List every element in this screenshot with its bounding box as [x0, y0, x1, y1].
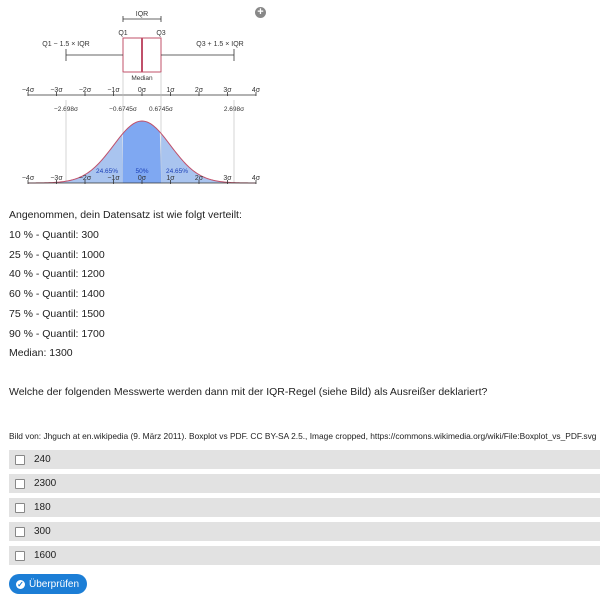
checkbox[interactable] [15, 479, 25, 489]
axis-tick-label: −1σ [107, 175, 120, 182]
axis-tick-label: 2σ [194, 87, 204, 94]
iqr-label: IQR [135, 11, 149, 18]
axis-tick-label: 2σ [194, 175, 204, 182]
checkbox[interactable] [15, 455, 25, 465]
quantile-line: 40 % - Quantil: 1200 [9, 268, 105, 280]
option-label: 2300 [34, 478, 57, 489]
option-label: 1600 [34, 550, 57, 561]
expand-icon[interactable]: + [255, 7, 266, 18]
axis-tick-label: −4σ [21, 175, 35, 182]
axis-tick-label: 4σ [251, 87, 261, 94]
axis-tick-label: −4σ [21, 87, 35, 94]
check-answer-button[interactable] [9, 574, 87, 594]
value-label: 0.6745σ [149, 106, 173, 113]
check-icon: ✓ [17, 579, 24, 589]
quantile-line: 10 % - Quantil: 300 [9, 229, 99, 241]
quantile-line: 90 % - Quantil: 1700 [9, 328, 105, 340]
answer-option[interactable] [9, 546, 600, 565]
percent-label: 50% [135, 168, 149, 175]
sigma-axis-top [22, 87, 261, 96]
upper-fence-label: Q3 + 1.5 × IQR [196, 41, 244, 48]
image-citation: Bild von: Jhguch at en.wikipedia (9. März 2011). Boxplot vs PDF. CC BY-SA 2.5., Image cropped, https://commons.wikimedia.org/wiki/File:Boxplot_vs_PDF.svg [9, 431, 597, 441]
check-button-label: Überprüfen [29, 578, 80, 590]
value-label: 2.698σ [223, 106, 245, 113]
axis-tick-label: 3σ [223, 175, 232, 182]
option-label: 180 [34, 502, 51, 513]
axis-tick-label: 0σ [137, 175, 147, 182]
quantile-line: 60 % - Quantil: 1400 [9, 288, 105, 300]
value-label: −2.698σ [53, 106, 79, 113]
checkbox[interactable] [15, 527, 25, 537]
median-line-text: Median: 1300 [9, 347, 73, 359]
option-label: 300 [34, 526, 51, 537]
answer-option[interactable] [9, 450, 600, 469]
answer-option[interactable] [9, 522, 600, 541]
pdf-right-area [161, 134, 256, 183]
quantile-line: 75 % - Quantil: 1500 [9, 308, 105, 320]
sigma-value-labels [54, 106, 244, 113]
q3-label: Q3 [156, 30, 166, 37]
normal-pdf [28, 121, 256, 183]
axis-tick-label: 1σ [166, 175, 175, 182]
axis-tick-label: 4σ [251, 175, 261, 182]
axis-tick-label: 3σ [223, 87, 232, 94]
question-intro: Angenommen, dein Datensatz ist wie folgt verteilt: [9, 209, 242, 221]
option-label: 240 [34, 454, 51, 465]
boxplot [42, 11, 243, 82]
percent-label: 24.65% [165, 168, 189, 175]
axis-tick-label: −2σ [78, 87, 92, 94]
axis-tick-label: 1σ [166, 87, 175, 94]
q1-label: Q1 [118, 30, 128, 37]
axis-tick-label: −3σ [50, 87, 63, 94]
value-label: −0.6745σ [109, 106, 137, 113]
axis-tick-label: 0σ [137, 87, 147, 94]
answer-option[interactable] [9, 474, 600, 493]
axis-tick-label: −1σ [107, 87, 120, 94]
percent-label: 24.65% [95, 168, 119, 175]
lower-fence-label: Q1 − 1.5 × IQR [42, 41, 90, 48]
axis-tick-label: −3σ [50, 175, 63, 182]
checkbox[interactable] [15, 503, 25, 513]
checkbox[interactable] [15, 551, 25, 561]
axis-tick-label: −2σ [78, 175, 92, 182]
sigma-axis-bottom [22, 175, 261, 184]
answer-option[interactable] [9, 498, 600, 517]
quantile-line: 25 % - Quantil: 1000 [9, 249, 105, 261]
median-label: Median [131, 75, 153, 82]
boxplot-vs-pdf-figure [0, 0, 270, 195]
question-prompt: Welche der folgenden Messwerte werden dann mit der IQR-Regel (siehe Bild) als Ausreißer deklariert? [9, 386, 488, 398]
